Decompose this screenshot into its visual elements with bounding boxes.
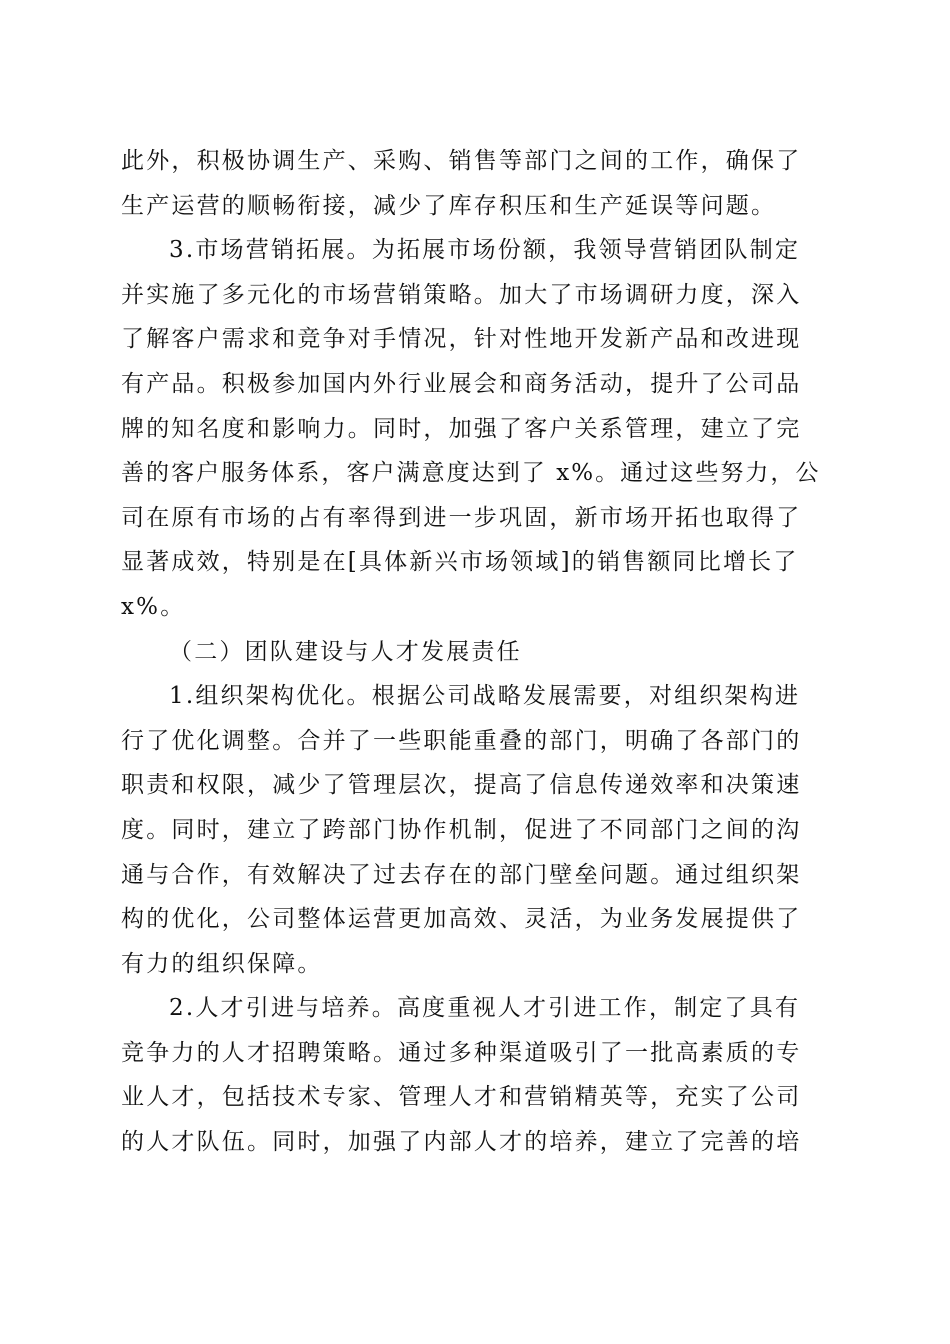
text-line: 1.组织架构优化。根据公司战略发展需要，对组织架构进 [169,683,801,710]
text-line: x%。 [121,593,186,620]
text-line: 的人才队伍。同时，加强了内部人才的培养，建立了完善的培 [121,1129,802,1156]
text-line: 有力的组织保障。 [121,950,323,977]
text-line: 牌的知名度和影响力。同时，加强了客户关系管理，建立了完 [121,415,802,442]
text-line: 3.市场营销拓展。为拓展市场份额，我领导营销团队制定 [169,237,801,264]
text-line: 善的客户服务体系，客户满意度达到了 x%。通过这些努力，公 [121,460,821,487]
text-line: 此外，积极协调生产、采购、销售等部门之间的工作，确保了 [121,148,802,174]
text-line: 通与合作，有效解决了过去存在的部门壁垒问题。通过组织架 [121,861,802,888]
text-line: 有产品。积极参加国内外行业展会和商务活动，提升了公司品 [121,370,802,397]
text-line: 竞争力的人才招聘策略。通过多种渠道吸引了一批高素质的专 [121,1039,802,1066]
text-line: 了解客户需求和竞争对手情况，针对性地开发新产品和改进现 [121,326,802,353]
text-line: 司在原有市场的占有率得到进一步巩固，新市场开拓也取得了 [121,504,802,531]
text-line: 生产运营的顺畅衔接，减少了库存积压和生产延误等问题。 [121,192,777,219]
section-heading: （二）团队建设与人才发展责任 [169,638,522,665]
text-line: 职责和权限，减少了管理层次，提高了信息传递效率和决策速 [121,772,802,799]
text-line: 显著成效，特别是在[具体新兴市场领域]的销售额同比增长了 [121,549,799,576]
text-line: 构的优化，公司整体运营更加高效、灵活，为业务发展提供了 [121,906,802,933]
text-line: 度。同时，建立了跨部门协作机制，促进了不同部门之间的沟 [121,816,802,843]
text-line: 行了优化调整。合并了一些职能重叠的部门，明确了各部门的 [121,727,802,754]
text-line: 2.人才引进与培养。高度重视人才引进工作，制定了具有 [169,995,801,1022]
text-line: 并实施了多元化的市场营销策略。加大了市场调研力度，深入 [121,281,802,308]
text-line: 业人才，包括技术专家、管理人才和营销精英等，充实了公司 [121,1084,802,1111]
document-body [121,139,824,1165]
